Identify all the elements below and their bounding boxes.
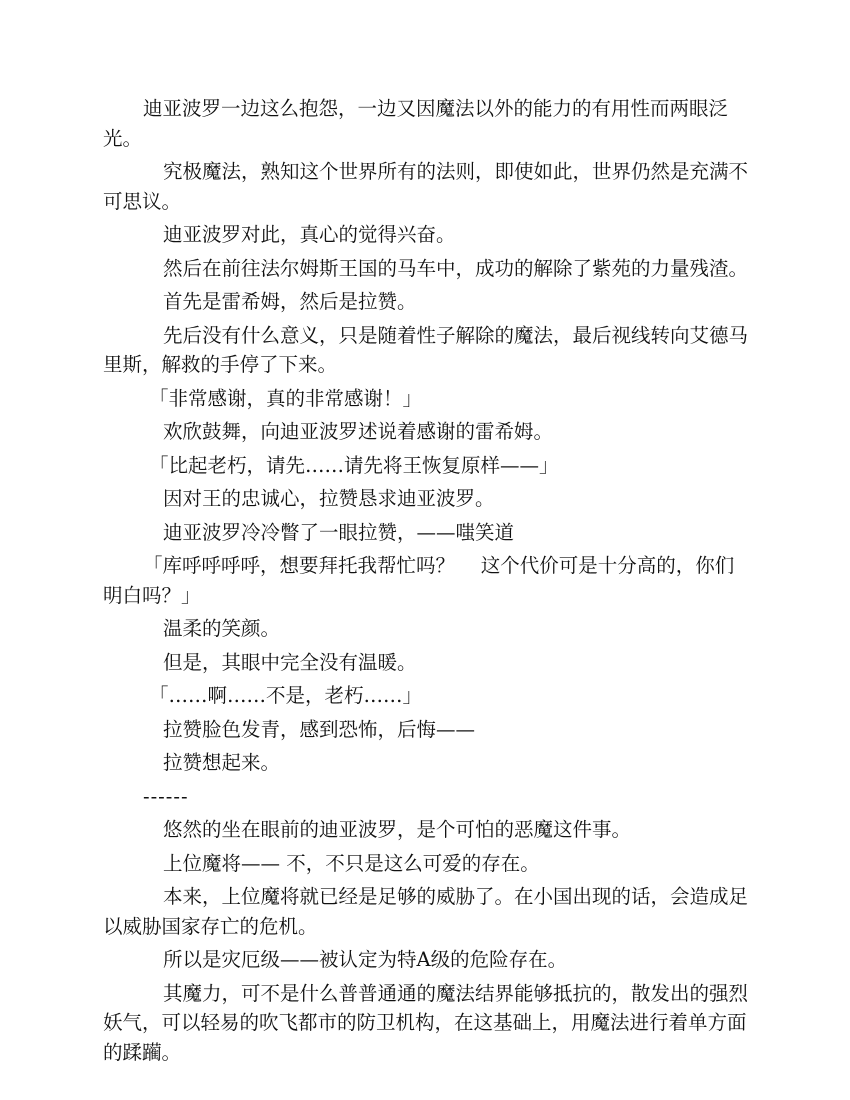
dialogue-line: 「非常感谢，真的非常感谢！」 bbox=[149, 386, 423, 410]
paragraph: 首先是雷希姆，然后是拉赞。 bbox=[163, 290, 417, 313]
section-separator: ------ bbox=[143, 784, 189, 808]
document-page bbox=[103, 94, 748, 1071]
paragraph: 然后在前往法尔姆斯王国的马车中，成功的解除了紫苑的力量残渣。 bbox=[163, 256, 749, 280]
paragraph: 所以是灾厄级——被认定为特A级的危险存在。 bbox=[163, 948, 568, 971]
paragraph: 悠然的坐在眼前的迪亚波罗，是个可怕的恶魔这件事。 bbox=[163, 818, 632, 841]
paragraph: 拉赞想起来。 bbox=[163, 751, 281, 774]
paragraph: 拉赞脸色发青，感到恐怖，后悔—— bbox=[163, 717, 476, 741]
dialogue-line: 「比起老朽，请先……请先将王恢复原样——」 bbox=[149, 453, 559, 477]
paragraph: 因对王的忠诚心，拉赞恳求迪亚波罗。 bbox=[163, 487, 495, 510]
paragraph: 先后没有什么意义，只是随着性子解除的魔法，最后视线转向艾德马里斯，解救的手停了下来。 bbox=[103, 323, 749, 376]
paragraph: 温柔的笑颜。 bbox=[163, 617, 281, 640]
paragraph: 迪亚波罗对此，真心的觉得兴奋。 bbox=[163, 223, 456, 246]
paragraph: 欢欣鼓舞，向迪亚波罗述说着感谢的雷希姆。 bbox=[163, 420, 554, 443]
paragraph: 迪亚波罗一边这么抱怨，一边又因魔法以外的能力的有用性而两眼泛光。 bbox=[103, 97, 729, 150]
paragraph: 但是，其眼中完全没有温暖。 bbox=[163, 650, 417, 674]
dialogue-line: 「库呼呼呼呼，想要拜托我帮忙吗？ 这个代价可是十分高的，你们明白吗？」 bbox=[103, 554, 735, 607]
dialogue-line: 「……啊……不是，老朽……」 bbox=[149, 684, 423, 707]
paragraph: 迪亚波罗冷冷瞥了一眼拉赞，——嗤笑道 bbox=[163, 520, 515, 544]
paragraph: 上位魔将—— 不，不只是这么可爱的存在。 bbox=[163, 851, 540, 875]
paragraph: 其魔力，可不是什么普普通通的魔法结界能够抵抗的，散发出的强烈妖气，可以轻易的吹飞都市的防卫机构，在这基础上，用魔法进行着单方面的蹂躏。 bbox=[103, 981, 749, 1064]
paragraph: 究极魔法，熟知这个世界所有的法则，即使如此，世界仍然是充满不可思议。 bbox=[103, 160, 749, 213]
paragraph: 本来，上位魔将就已经是足够的威胁了。在小国出现的话，会造成足以威胁国家存亡的危机。 bbox=[103, 885, 749, 938]
